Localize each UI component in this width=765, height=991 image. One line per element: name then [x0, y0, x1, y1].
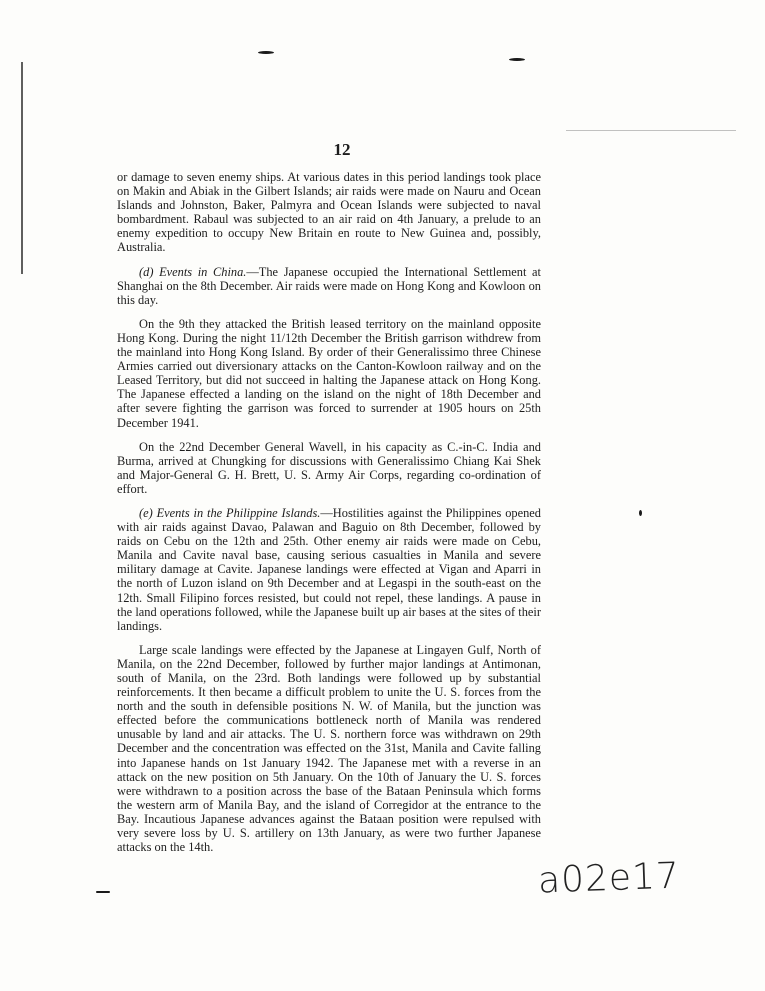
scan-speck [639, 510, 642, 516]
punch-mark-left [258, 51, 274, 54]
section-heading-e: (e) Events in the Philippine Islands. [139, 505, 321, 520]
page-number: 12 [333, 140, 351, 159]
margin-rule [21, 62, 23, 274]
handwritten-note: a02e17 [537, 855, 681, 902]
paragraph-2-text: —The Japanese occupied the International Settlement at Shanghai on the 8th December. Air raids were made on Hong Kong and Kowloon on this day. [117, 264, 541, 307]
scan-speck [96, 891, 110, 893]
paragraph-1: or damage to seven enemy ships. At various dates in this period landings took place on Makin and Abiak in the Gilbert Islands; air raids were made on Nauru and Ocean Islands and Johnston, Baker, Palmyra and Ocean Islands were subjected to naval bombardment. Rabaul was subjected to an air raid on 4th January, a prelude to an enemy expedition to occupy New Britain en route to New Guinea and, possibly, Australia. [117, 170, 541, 255]
paragraph-5-text: —Hostilities against the Philippines opened with air raids against Davao, Palawan and Baguio on 8th December, followed by raids on Cebu on the 12th and 25th. Other enemy air raids were made on Cebu, Manila and Cavite naval base, causing serious casualties in Manila and severe military damage at Cavite. Japanese landings were effected at Vigan and Aparri in the north of Luzon island on 9th December and at Legaspi in the south-east on the 12th. Small Filipino forces resisted, but could not repel, these landings. A pause in the land operations followed, while the Japanese built up air bases at the sites of their landings. [117, 505, 541, 633]
paragraph-3: On the 9th they attacked the British leased territory on the mainland opposite Hong Kong. During the night 11/12th December the British garrison withdrew from the mainland into Hong Kong Island. By order of their Generalissimo three Chinese Armies carried out diversionary attacks on the Canton-Kowloon railway and on the Leased Territory, but did not succeed in halting the Japanese attack on Hong Kong. The Japanese effected a landing on the island on the night of 18th December and after severe fighting the garrison was forced to surrender at 1905 hours on 25th December 1941. [117, 316, 541, 430]
paragraph-4: On the 22nd December General Wavell, in his capacity as C.-in-C. India and Burma, arrived at Chungking for discussions with Generalissimo Chiang Kai Shek and Major-General G. H. Brett, U. S. Army Air Corps, regarding co-ordination of effort. [117, 439, 541, 496]
paragraph-5 [117, 506, 541, 633]
punch-mark-right [509, 58, 525, 61]
paragraph-6: Large scale landings were effected by the Japanese at Lingayen Gulf, North of Manila, on the 22nd December, followed by further major landings at Antimonan, south of Manila, on the 23rd. Both landings were followed up by substantial reinforcements. It then became a difficult problem to unite the U. S. forces from the north and the south in defensible positions N. W. of Manila, but the junction was effected before the communications bottleneck north of Manila was rendered unusable by land and air attacks. The U. S. northern force was withdrawn on 29th December and the concentration was effected on the 31st, Manila and Cavite falling into Japanese hands on 1st January 1942. The Japanese met with a reverse in an attack on the new position on 5th January. On the 10th of January the U. S. forces were withdrawn to a position across the base of the Bataan Peninsula which forms the western arm of Manila Bay, and the island of Corregidor at the entrance to the Bay. Incautious Japanese advances against the Bataan position were repulsed with very severe loss by U. S. artillery on 13th January, as were two further Japanese attacks on the 14th. [117, 642, 541, 855]
section-heading-d: (d) Events in China. [139, 264, 247, 279]
scan-artifact-line [566, 130, 736, 131]
paragraph-2 [117, 265, 541, 307]
body-text [117, 170, 541, 864]
